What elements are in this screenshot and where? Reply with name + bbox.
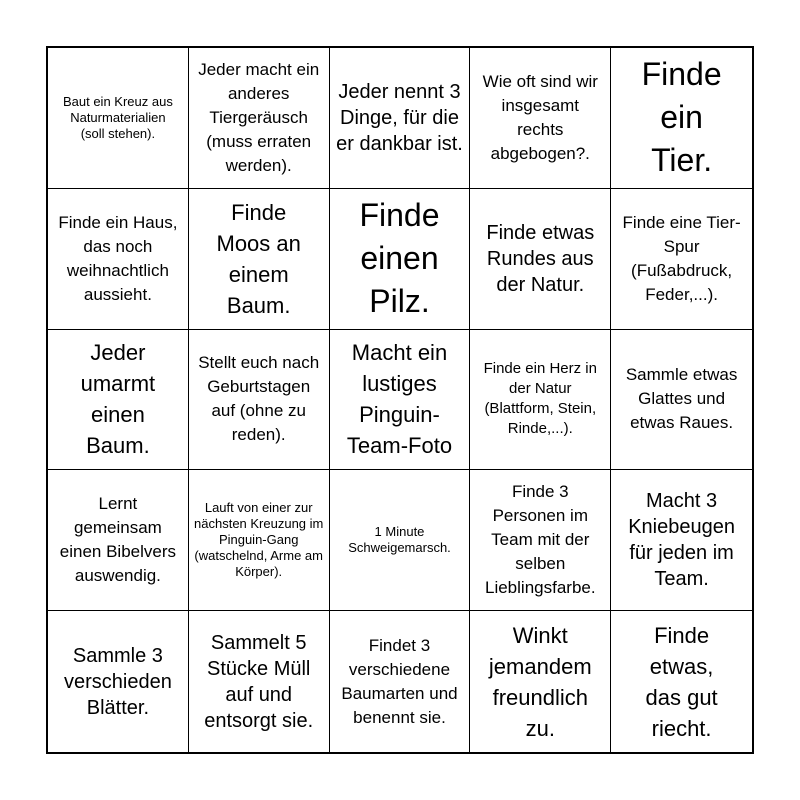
cell-text: Finde etwas Rundes aus der Natur. bbox=[486, 221, 595, 296]
bingo-cell-r2-c3[interactable] bbox=[330, 189, 471, 330]
cell-text: Finde 3 Personen im Team mit der selben Lieblingsfarbe. bbox=[485, 482, 596, 598]
cell-text: Jeder macht ein anderes Tiergeräusch (muss erraten werden). bbox=[198, 59, 320, 175]
bingo-cell-r5-c1[interactable] bbox=[48, 611, 189, 752]
bingo-cell-r3-c1[interactable] bbox=[48, 330, 189, 471]
cell-text: Finde einen Pilz. bbox=[359, 197, 440, 320]
cell-text: Sammle 3 verschieden Blätter. bbox=[63, 644, 172, 719]
bingo-cell-r2-c1[interactable] bbox=[48, 189, 189, 330]
cell-text: Jeder umarmt einen Baum. bbox=[80, 340, 156, 459]
cell-text: Finde ein Tier. bbox=[641, 56, 722, 179]
cell-text: Lauft von einer zur nächsten Kreuzung im Pinguin-Gang (watschelnd, Arme am Körper). bbox=[194, 500, 324, 580]
cell-text: Macht 3 Kniebeugen für jeden im Team. bbox=[628, 490, 735, 591]
bingo-cell-r4-c5[interactable] bbox=[611, 470, 752, 611]
cell-text: Sammle etwas Glattes und etwas Raues. bbox=[625, 365, 738, 433]
cell-text: Macht ein lustiges Pinguin-Team-Foto bbox=[346, 340, 453, 459]
bingo-cell-r4-c1[interactable] bbox=[48, 470, 189, 611]
cell-text: Finde ein Haus, das noch weihnachtlich aussieht. bbox=[58, 212, 178, 304]
bingo-cell-r5-c3[interactable] bbox=[330, 611, 471, 752]
cell-text: Wie oft sind wir insgesamt rechts abgebogen?. bbox=[482, 71, 598, 163]
bingo-cell-r4-c4[interactable] bbox=[470, 470, 611, 611]
bingo-cell-r5-c4[interactable] bbox=[470, 611, 611, 752]
bingo-cell-r5-c5[interactable] bbox=[611, 611, 752, 752]
bingo-cell-r1-c1[interactable] bbox=[48, 48, 189, 189]
cell-text: Winkt jemandem freundlich zu. bbox=[488, 622, 592, 741]
bingo-cell-r2-c4[interactable] bbox=[470, 189, 611, 330]
bingo-cell-r4-c3[interactable] bbox=[330, 470, 471, 611]
bingo-cell-r3-c4[interactable] bbox=[470, 330, 611, 471]
cell-text: Finde Moos an einem Baum. bbox=[216, 199, 301, 318]
cell-text: Sammelt 5 Stücke Müll auf und entsorgt sie. bbox=[204, 631, 314, 732]
cell-text: 1 Minute Schweigemarsch. bbox=[348, 524, 451, 556]
bingo-cell-r2-c2[interactable] bbox=[189, 189, 330, 330]
cell-text: Finde etwas, das gut riecht. bbox=[645, 622, 718, 741]
cell-text: Finde ein Herz in der Natur (Blattform, Stein, Rinde,...). bbox=[483, 360, 597, 438]
bingo-cell-r3-c5[interactable] bbox=[611, 330, 752, 471]
cell-text: Finde eine Tier-Spur (Fußabdruck, Feder,...). bbox=[622, 212, 741, 304]
bingo-cell-r4-c2[interactable] bbox=[189, 470, 330, 611]
bingo-board bbox=[46, 46, 754, 754]
bingo-cell-r1-c2[interactable] bbox=[189, 48, 330, 189]
cell-text: Findet 3 verschiedene Baumarten und benennt sie. bbox=[341, 635, 458, 727]
bingo-cell-r3-c3[interactable] bbox=[330, 330, 471, 471]
cell-text: Jeder nennt 3 Dinge, für die er dankbar ist. bbox=[336, 80, 463, 155]
cell-text: Stellt euch nach Geburtstagen auf (ohne zu reden). bbox=[198, 353, 320, 445]
bingo-cell-r3-c2[interactable] bbox=[189, 330, 330, 471]
bingo-cell-r1-c4[interactable] bbox=[470, 48, 611, 189]
cell-text: Baut ein Kreuz aus Naturmaterialien (soll stehen). bbox=[62, 93, 173, 141]
bingo-cell-r1-c3[interactable] bbox=[330, 48, 471, 189]
bingo-cell-r1-c5[interactable] bbox=[611, 48, 752, 189]
bingo-cell-r5-c2[interactable] bbox=[189, 611, 330, 752]
bingo-cell-r2-c5[interactable] bbox=[611, 189, 752, 330]
cell-text: Lernt gemeinsam einen Bibelvers auswendig. bbox=[59, 494, 177, 586]
